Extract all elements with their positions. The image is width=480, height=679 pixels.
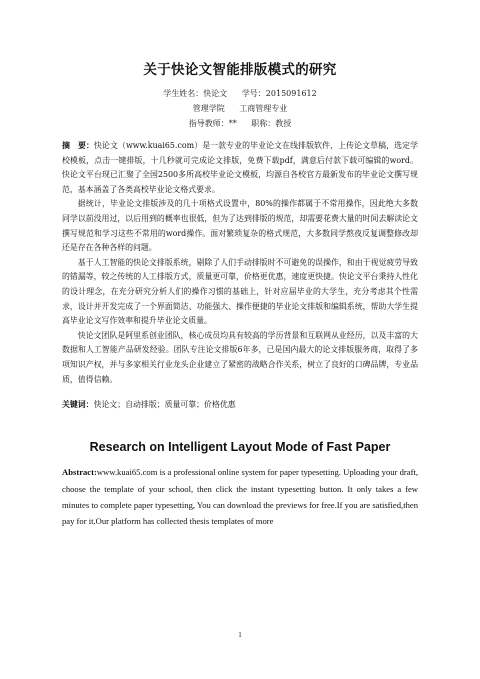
keywords-text: 快论文；自动排版；质量可靠；价格优惠: [93, 400, 236, 410]
student-id: 学号：2015091612: [241, 89, 317, 98]
author-info: [62, 86, 418, 131]
abstract-en-label: Abstract:: [62, 467, 97, 478]
keywords-cn: [62, 399, 418, 410]
abstract-paragraph: 快论文团队是阿里系创业团队，核心成员均具有较高的学历背景和互联网从业经历，以及丰富的大数据和人工智能产品研发经验。团队专注论文排版6年多，已是国内最大的论文排版服务商，取得了多项知识产权，并与多家相关行业龙头企业建立了紧密的战略合作关系，树立了良好的口碑品牌，专业品质，值得信赖。: [62, 330, 418, 384]
paper-title-en: Research on Intelligent Layout Mode of Fast Paper: [89, 440, 391, 455]
abstract-paragraph: 摘 要：快论文（www.kuai65.com）是一款专业的毕业论文在线排版软件，上传论文草稿，选定学校模板，点击一键排版，十几秒就可完成论文排版，免费下载pdf，满意后付款下载可编辑的word。快论文平台现已汇聚了全国2500多所高校毕业论文模板，均源自各校官方最新发布的毕业论文撰写规范，基本涵盖了各类高校毕业论文格式要求。: [62, 141, 418, 194]
student-name: 学生姓名：快论文: [163, 89, 228, 98]
page-number: 1: [238, 631, 242, 639]
student-line: [62, 86, 418, 101]
abstract-en: [62, 464, 418, 530]
abstract-paragraph: 据统计，毕业论文排版涉及的几十项格式设置中，80%的操作都属于不常用操作，因此绝大多数同学以前没用过，以后用到的概率也很低，但为了达到排版的规范，却需要花费大量的时间去解读论文撰写规范和学习这些不常用的word操作。面对繁琐复杂的格式规范，大多数同学熬夜反复调整修改却还是存在各种各样的问题。: [62, 199, 418, 253]
advisor-rank: 职称：教授: [251, 119, 292, 128]
advisor-line: [62, 116, 418, 131]
paper-title-cn: 关于快论文智能排版模式的研究: [143, 62, 337, 78]
abstract-en-text: www.kuai65.com is a professional online system for paper typesetting. Uploading your draft, choose the template of your school, then click the instant typesetting button. It only takes a few minutes to complete paper typesetting, You can download the previews for free.If you are satisfied,then pay for it.Our platform has collected thesis templates of more: [62, 467, 418, 527]
major: 工商管理专业: [239, 104, 288, 113]
college: 管理学院: [192, 104, 225, 113]
department-line: [62, 101, 418, 116]
abstract-label: 摘 要：: [62, 141, 94, 150]
abstract-paragraph: 基于人工智能的快论文排版系统，剔除了人们手动排版时不可避免的误操作，和由于视觉疲劳导致的错漏等，较之传统的人工排版方式，质量更可靠，价格更优惠，速度更快捷。快论文平台秉持人性化的设计理念，在充分研究分析人们的操作习惯的基础上，针对应届毕业的大学生，充分考虑其个性需求，设计并开发完成了一个界面简洁、功能强大、操作便捷的毕业论文排版和编辑系统，帮助大学生提高毕业论文写作效率和提升毕业论文质量。: [62, 257, 418, 326]
keywords-label: 关键词：: [62, 400, 94, 410]
abstract-cn: [62, 139, 418, 387]
advisor: 指导教师：**: [188, 119, 237, 128]
